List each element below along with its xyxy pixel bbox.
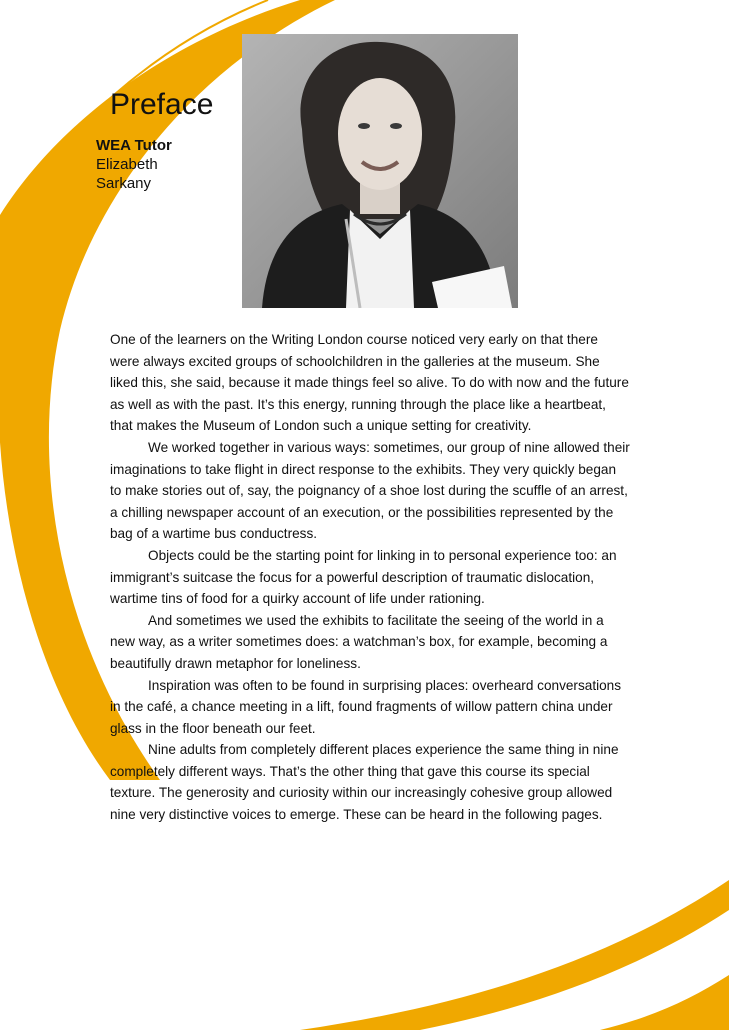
tutor-role: WEA Tutor — [96, 137, 172, 154]
paragraph: One of the learners on the Writing London course noticed very early on that there were always excited groups of schoolchildren in the galleries at the museum. She liked this, she said, because it made things feel so alive. To do with now and the future as well as with the past. It’s this energy, running through the place like a heartbeat, that makes the Museum of London such a unique setting for creativity. — [110, 332, 629, 434]
tutor-last-name: Sarkany — [96, 175, 152, 192]
tutor-credit — [96, 136, 246, 193]
paragraph: Inspiration was often to be found in surprising places: overheard conversations in the café, a chance meeting in a lift, found fragments of willow pattern china under glass in the floor beneath our feet. — [110, 677, 622, 736]
page-title: Preface — [110, 88, 214, 121]
paragraph: We worked together in various ways: sometimes, our group of nine allowed their imaginations to take flight in direct response to the exhibits. They very quickly began to make stories out of, say, the poignancy of a shoe lost during the scuffle of an arrest, a chilling newspaper account of an execution, or the possibilities represented by the bag of a wartime bus conductress. — [110, 439, 630, 542]
paragraph: Nine adults from completely different places experience the same thing in nine completely different ways. That’s the other thing that gave this course its special texture. The generosity and curiosity within our increasingly cohesive group allowed nine very distinctive voices to emerge. These can be heard in the following pages. — [110, 742, 619, 823]
preface-body — [110, 329, 630, 826]
paragraph: Objects could be the starting point for linking in to personal experience too: an immigrant’s suitcase the focus for a powerful description of traumatic dislocation, wartime tins of food for a quirky account of life under rationing. — [110, 547, 617, 607]
tutor-photo — [242, 34, 518, 308]
portrait-illustration — [242, 34, 518, 308]
paragraph: And sometimes we used the exhibits to facilitate the seeing of the world in a new way, as a writer sometimes does: a watchman’s box, for example, becoming a beautifully drawn metaphor for loneliness. — [110, 612, 608, 671]
tutor-first-name: Elizabeth — [96, 156, 158, 173]
